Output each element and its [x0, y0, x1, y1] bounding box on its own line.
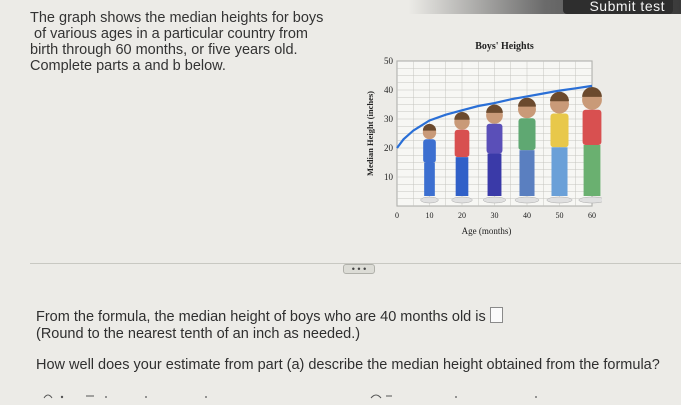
- part-a-answer-input[interactable]: [490, 307, 503, 323]
- y-axis-label: Median Height (inches): [365, 91, 375, 176]
- boy-shirt: [455, 130, 470, 157]
- boy-pants: [519, 150, 534, 196]
- chart-svg: [352, 36, 602, 251]
- boy-pants: [456, 157, 469, 196]
- x-tick-label: 50: [555, 211, 564, 220]
- y-tick-label: 20: [384, 143, 393, 153]
- boy-shoes: [421, 197, 439, 203]
- boy-shoes: [483, 197, 505, 203]
- intro-line: birth through 60 months, or five years old.: [30, 42, 298, 58]
- boy-shirt: [518, 118, 535, 150]
- rounding-hint: (Round to the nearest tenth of an inch as needed.): [36, 326, 361, 342]
- y-tick-label: 10: [384, 172, 393, 182]
- answer-choices-fragment: [36, 390, 636, 400]
- x-tick-label: 30: [490, 211, 499, 220]
- intro-text: [30, 10, 340, 74]
- chart-title: Boys' Heights: [475, 41, 534, 52]
- x-tick-label: 60: [588, 211, 596, 220]
- boy-shoes: [452, 197, 473, 203]
- part-a-question: [36, 307, 503, 325]
- boy-shirt: [423, 139, 436, 163]
- x-axis-label: Age (months): [461, 226, 512, 236]
- boy-shoes: [579, 197, 602, 203]
- boy-shirt: [583, 110, 602, 145]
- intro-line: The graph shows the median heights for boys: [30, 10, 324, 26]
- boys-heights-chart: [352, 36, 602, 251]
- boy-pants: [488, 154, 502, 196]
- x-tick-label: 40: [523, 211, 531, 220]
- intro-line: of various ages in a particular country from: [34, 26, 309, 42]
- boy-pants: [584, 145, 601, 196]
- submit-test-button[interactable]: Submit test: [563, 0, 673, 14]
- x-tick-label: 10: [425, 211, 434, 220]
- boy-shirt: [550, 114, 568, 148]
- boy-shoes: [515, 197, 539, 203]
- y-tick-label: 30: [384, 114, 393, 124]
- boy-pants: [424, 163, 435, 196]
- answer-choices-row: [36, 387, 636, 397]
- part-a-question-text: From the formula, the median height of boys who are 40 months old is: [36, 309, 486, 325]
- x-tick-label: 0: [395, 211, 399, 220]
- x-tick-label: 20: [458, 211, 466, 220]
- intro-line: Complete parts a and b below.: [30, 58, 226, 74]
- y-tick-label: 40: [384, 85, 393, 95]
- boy-pants: [551, 147, 567, 196]
- boy-shoes: [547, 197, 572, 203]
- boy-shirt: [487, 124, 503, 154]
- expand-more-button[interactable]: • • •: [343, 264, 375, 274]
- y-tick-label: 50: [384, 56, 393, 66]
- part-b-question: How well does your estimate from part (a) describe the median height obtained from the formula?: [36, 357, 660, 373]
